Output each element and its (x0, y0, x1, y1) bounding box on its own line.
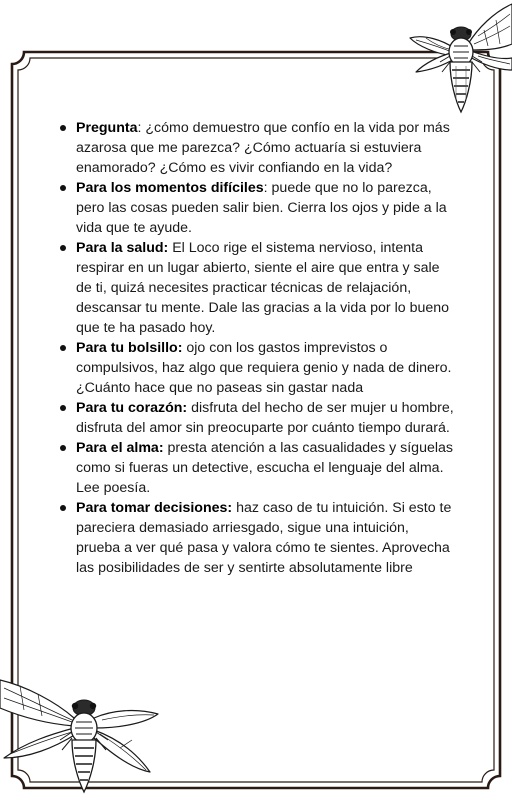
item-text: disfruta del hecho de ser mujer u hombre, disfruta del amor sin preocuparte por cuánto tiempo durará. (76, 400, 454, 436)
list-item (76, 438, 455, 498)
item-text: haz caso de tu intuición. Si esto te pareciera demasiado arriesgado, sigue una intuición, prueba a ver qué pasa y valora cómo te sientes. Aprovecha las posibilidades de ser y sentirte absolutamente libre (76, 500, 452, 576)
item-text: El Loco rige el sistema nervioso, intenta respirar en un lugar abierto, siente el aire que entra y sale de ti, quizá necesites practicar técnicas de relajación, descansar tu mente. Dale las gracias a la vida por lo bueno que te ha pasado hoy. (76, 240, 450, 336)
item-label: Pregunta (76, 120, 138, 136)
cicada-icon (404, 0, 512, 125)
item-label: Para tu bolsillo: (76, 340, 183, 356)
list-item (76, 498, 455, 578)
item-text: presta atención a las casualidades y síguelas como si fueras un detective, escucha el lenguaje del alma. Lee poesía. (76, 440, 453, 496)
list-item (76, 338, 455, 398)
item-label: Para tu corazón: (76, 400, 188, 416)
item-text: ojo con los gastos imprevistos o compulsivos, haz algo que requiera genio y nada de dinero. ¿Cuánto hace que no paseas sin gastar nada (76, 340, 452, 396)
item-label: Para los momentos difíciles (76, 180, 264, 196)
item-label: Para la salud: (76, 240, 169, 256)
list-item (76, 178, 455, 238)
list-item (76, 238, 455, 338)
list-item (76, 398, 455, 438)
cicada-icon (0, 668, 170, 800)
item-text: : ¿cómo demuestro que confío en la vida por más azarosa que me parezca? ¿Cómo actuaría si estuviera enamorado? ¿Cómo es vivir confiando en la vida? (76, 120, 450, 176)
item-label: Para el alma: (76, 440, 164, 456)
tarot-reading-text (57, 118, 455, 578)
list-item (76, 118, 455, 178)
item-label: Para tomar decisiones: (76, 500, 233, 516)
item-text: : puede que no lo parezca, pero las cosas pueden salir bien. Cierra los ojos y pide a la vida que te ayude. (76, 180, 447, 236)
advice-list (57, 118, 455, 578)
